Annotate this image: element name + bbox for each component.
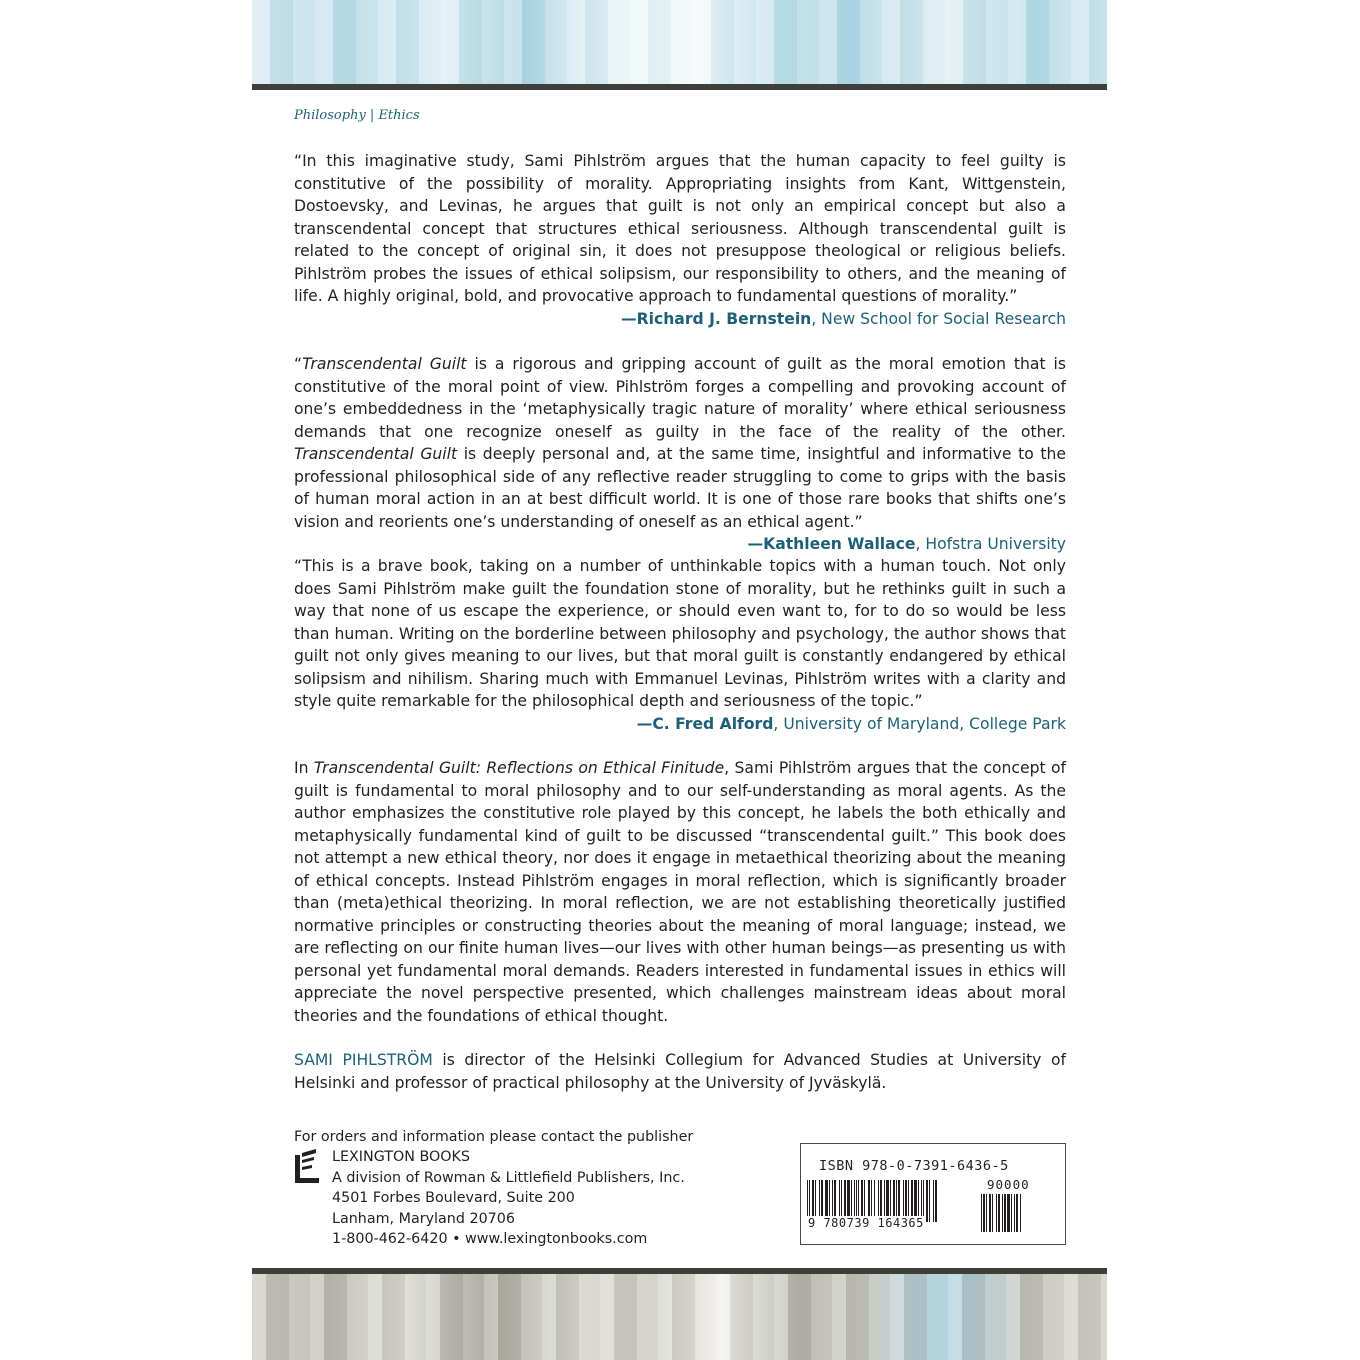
isbn-number: ISBN 978-0-7391-6436-5 [819, 1158, 1009, 1174]
quote-text: is a rigorous and gripping account of guilt as the moral emotion that is constitutive of the moral point of view. Pihlström forges a compelling and provoking account of one’s embeddedness in the ‘metaphysically tragic nature of morality’ where ethical seriousness demands that one recognize oneself as guilty in the face of the reality of the other. [294, 355, 1067, 441]
quote-affiliation: , University of Maryland, College Park [773, 714, 1066, 733]
book-back-cover [252, 0, 1107, 1360]
barcode-bar [1002, 1194, 1003, 1232]
publisher-logo-icon [294, 1149, 322, 1185]
author-name: SAMI PIHLSTRÖM [294, 1051, 433, 1069]
barcode-bar [983, 1194, 985, 1232]
quote-text: “In this imaginative study, Sami Pihlström argues that the human capacity to feel guilty is constitutive of the possibility of morality. Appropriating insights from Kant, Wittgenstein, Dostoevsky, and Levinas, he argues that guilt is not only an empirical concept but also a transcendental concept that structures ethical seriousness. Although transcendental guilt is related to the concept of original sin, it does not presuppose theological or religious beliefs. Pihlström probes the issues of ethical solipsism, our responsibility to others, and the meaning of life. A highly original, bold, and provocative approach to fundamental questions of morality.” [294, 152, 1066, 305]
barcode-bar [981, 1194, 982, 1232]
description-text: , Sami Pihlström argues that the concept of guilt is fundamental to moral philosophy and to our self-understanding as moral agents. As the author emphasizes the constitutive role played by this concept, he labels the both ethically and metaphysically fundamental kind of guilt to be discussed “transcendental guilt.” This book does not attempt a new ethical theory, nor does it engage in metaethical theorizing about the meaning of ethical concepts. Instead Pihlström engages in moral reflection, which is significantly broader than (meta)ethical theorizing. In moral reflection, we are not establishing theoretically justified normative principles or constructing theories about the meaning of moral language; instead, we are reflecting on our finite human lives—our lives with other human beings—as presenting us with personal yet fundamental moral demands. Readers interested in fundamental issues in ethics will appreciate the novel perspective presented, which challenges mainstream ideas about moral theories and the foundations of ethical thought. [294, 759, 1066, 1025]
publisher-city: Lanham, Maryland 20706 [332, 1210, 515, 1227]
isbn-barcode [800, 1143, 1066, 1245]
barcode-bar [986, 1194, 987, 1232]
book-description [294, 757, 1066, 1027]
book-title: Transcendental Guilt [294, 445, 458, 463]
quote-text: “This is a brave book, taking on a number of unthinkable topics with a human touch. Not only does Sami Pihlström make guilt the foundation stone of morality, but he rethinks guilt in such a way that none of us escape the experience, or should even want to, for to do so would be less than human. Writing on the borderline between philosophy and psychology, the author shows that guilt not only gives meaning to our lives, but that moral guilt is constantly endangered by ethical solipsism and nihilism. Sharing much with Emmanuel Levinas, Pihlström writes with a clarity and style quite remarkable for the philosophical depth and seriousness of the topic.” [294, 557, 1066, 710]
barcode-bar [926, 1180, 928, 1222]
quote-author: —Kathleen Wallace [747, 535, 916, 553]
top-divider [252, 84, 1107, 90]
author-bio [294, 1049, 1066, 1094]
open-quote: “ [294, 355, 303, 373]
description-lead: In [294, 759, 314, 777]
barcode-bar [996, 1194, 997, 1232]
author-bio-text: is director of the Helsinki Collegium for Advanced Studies at University of Helsinki and professor of practical philosophy at the University of Jyväskylä. [294, 1051, 1066, 1092]
publisher-intro: For orders and information please contact the publisher [294, 1129, 694, 1145]
quote-attribution [748, 533, 1066, 556]
barcode-bar [929, 1180, 930, 1222]
barcode-bar [1014, 1194, 1015, 1232]
book-title: Transcendental Guilt [302, 355, 467, 373]
barcode-bar [1011, 1194, 1012, 1232]
quote-text: is deeply personal and, at the same time, insightful and informative to the professional philosophical side of any reflective reader struggling to come to grips with the basis of human moral action in an at best difficult world. It is one of those rare books that shifts one’s vision and reorients one’s understanding of oneself as an ethical agent.” [294, 445, 1066, 531]
barcode-bar [992, 1194, 993, 1232]
ean-digits: 9 780739 164365 [808, 1216, 924, 1230]
endorsement-quote-3 [294, 555, 1066, 735]
price-code: 90000 [987, 1177, 1030, 1192]
publisher-division: A division of Rowman & Littlefield Publishers, Inc. [332, 1169, 685, 1186]
barcode-bar [1004, 1194, 1006, 1232]
book-full-title: Transcendental Guilt: Reflections on Ethical Finitude [313, 759, 725, 777]
endorsement-quote-2 [294, 353, 1066, 556]
addon-barcode-bars [981, 1194, 1049, 1232]
barcode-bar [935, 1180, 937, 1222]
endorsement-quote-1 [294, 150, 1066, 330]
publisher-contact: 1-800-462-6420 • www.lexingtonbooks.com [332, 1231, 648, 1247]
barcode-bar [933, 1180, 934, 1222]
quote-author: —C. Fred Alford [636, 714, 774, 733]
barcode-bar [1016, 1194, 1018, 1232]
publisher-street: 4501 Forbes Boulevard, Suite 200 [332, 1190, 575, 1206]
quote-author: —Richard J. Bernstein [621, 309, 812, 328]
bottom-decorative-band [252, 1274, 1107, 1360]
publisher-info [294, 1127, 694, 1247]
quote-attribution [294, 308, 1066, 331]
category-label: Philosophy | Ethics [294, 108, 420, 123]
barcode-bar [998, 1194, 1000, 1232]
barcode-bar [989, 1194, 991, 1232]
barcode-bar [1020, 1194, 1021, 1232]
quote-affiliation: , New School for Social Research [811, 309, 1066, 328]
barcode-bar [1007, 1194, 1010, 1232]
quote-affiliation: , Hofstra University [915, 535, 1066, 553]
publisher-name: LEXINGTON BOOKS [332, 1149, 471, 1165]
top-decorative-band [252, 0, 1107, 84]
quote-attribution [294, 713, 1066, 736]
